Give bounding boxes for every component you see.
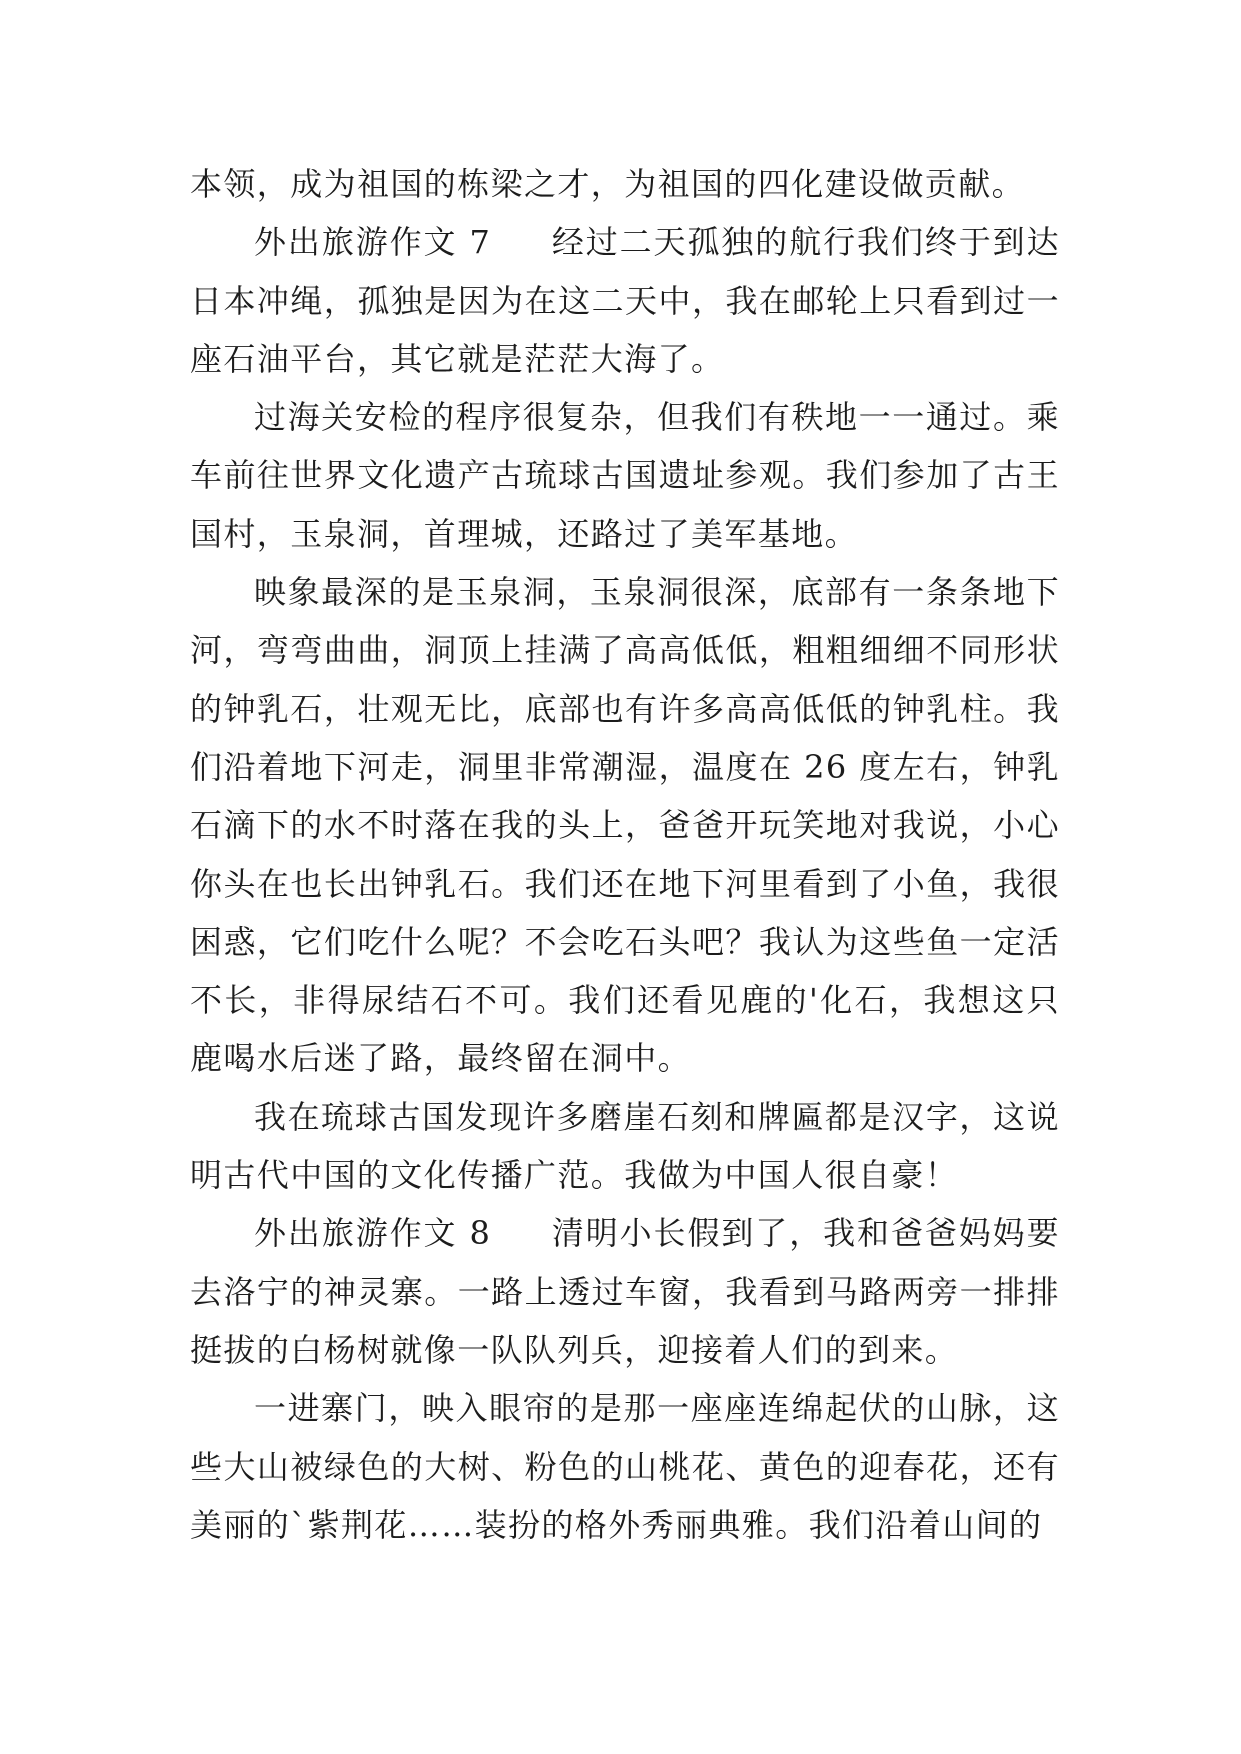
paragraph-4: 映象最深的是玉泉洞，玉泉洞很深，底部有一条条地下河，弯弯曲曲，洞顶上挂满了高高低低，粗粗细细不同形状的钟乳石，壮观无比，底部也有许多高高低低的钟乳柱。我们沿着地下河走，洞里非常潮湿，温度在 26 度左右，钟乳石滴下的水不时落在我的头上，爸爸开玩笑地对我说，小心你头在也长出钟乳石。我们还在地下河里看到了小鱼，我很困惑，它们吃什么呢？不会吃石头吧？我认为这些鱼一定活不长，非得尿结石不可。我们还看见鹿的'化石，我想这只鹿喝水后迷了路，最终留在洞中。: [190, 573, 1060, 1078]
section-heading-8: 外出旅游作文 8: [254, 1214, 492, 1253]
paragraph-3: 过海关安检的程序很复杂，但我们有秩地一一通过。乘车前往世界文化遗产古琉球古国遗址参观。我们参加了古王国村，玉泉洞，首理城，还路过了美军基地。: [190, 398, 1060, 553]
paragraph-6: [190, 1204, 1060, 1379]
paragraph-1: 本领，成为祖国的栋梁之才，为祖国的四化建设做贡献。: [190, 165, 1026, 203]
paragraph-5: 我在琉球古国发现许多磨崖石刻和牌匾都是汉字，这说明古代中国的文化传播广范。我做为中国人很自豪！: [190, 1097, 1060, 1195]
section-heading-7: 外出旅游作文 7: [254, 223, 492, 262]
paragraph-6-text: 清明小长假到了，我和爸爸妈妈要去洛宁的神灵寨。一路上透过车窗，我看到马路两旁一排排挺拔的白杨树就像一队队列兵，迎接着人们的到来。: [190, 1214, 1060, 1369]
document-body: [190, 155, 1060, 1554]
paragraph-2-text: 经过二天孤独的航行我们终于到达日本冲绳，孤独是因为在这二天中，我在邮轮上只看到过一座石油平台，其它就是茫茫大海了。: [190, 223, 1060, 378]
paragraph-7: 一进寨门，映入眼帘的是那一座座连绵起伏的山脉，这些大山被绿色的大树、粉色的山桃花、黄色的迎春花，还有美丽的`紫荆花……装扮的格外秀丽典雅。我们沿着山间的: [190, 1389, 1060, 1544]
paragraph-2: [190, 213, 1060, 388]
